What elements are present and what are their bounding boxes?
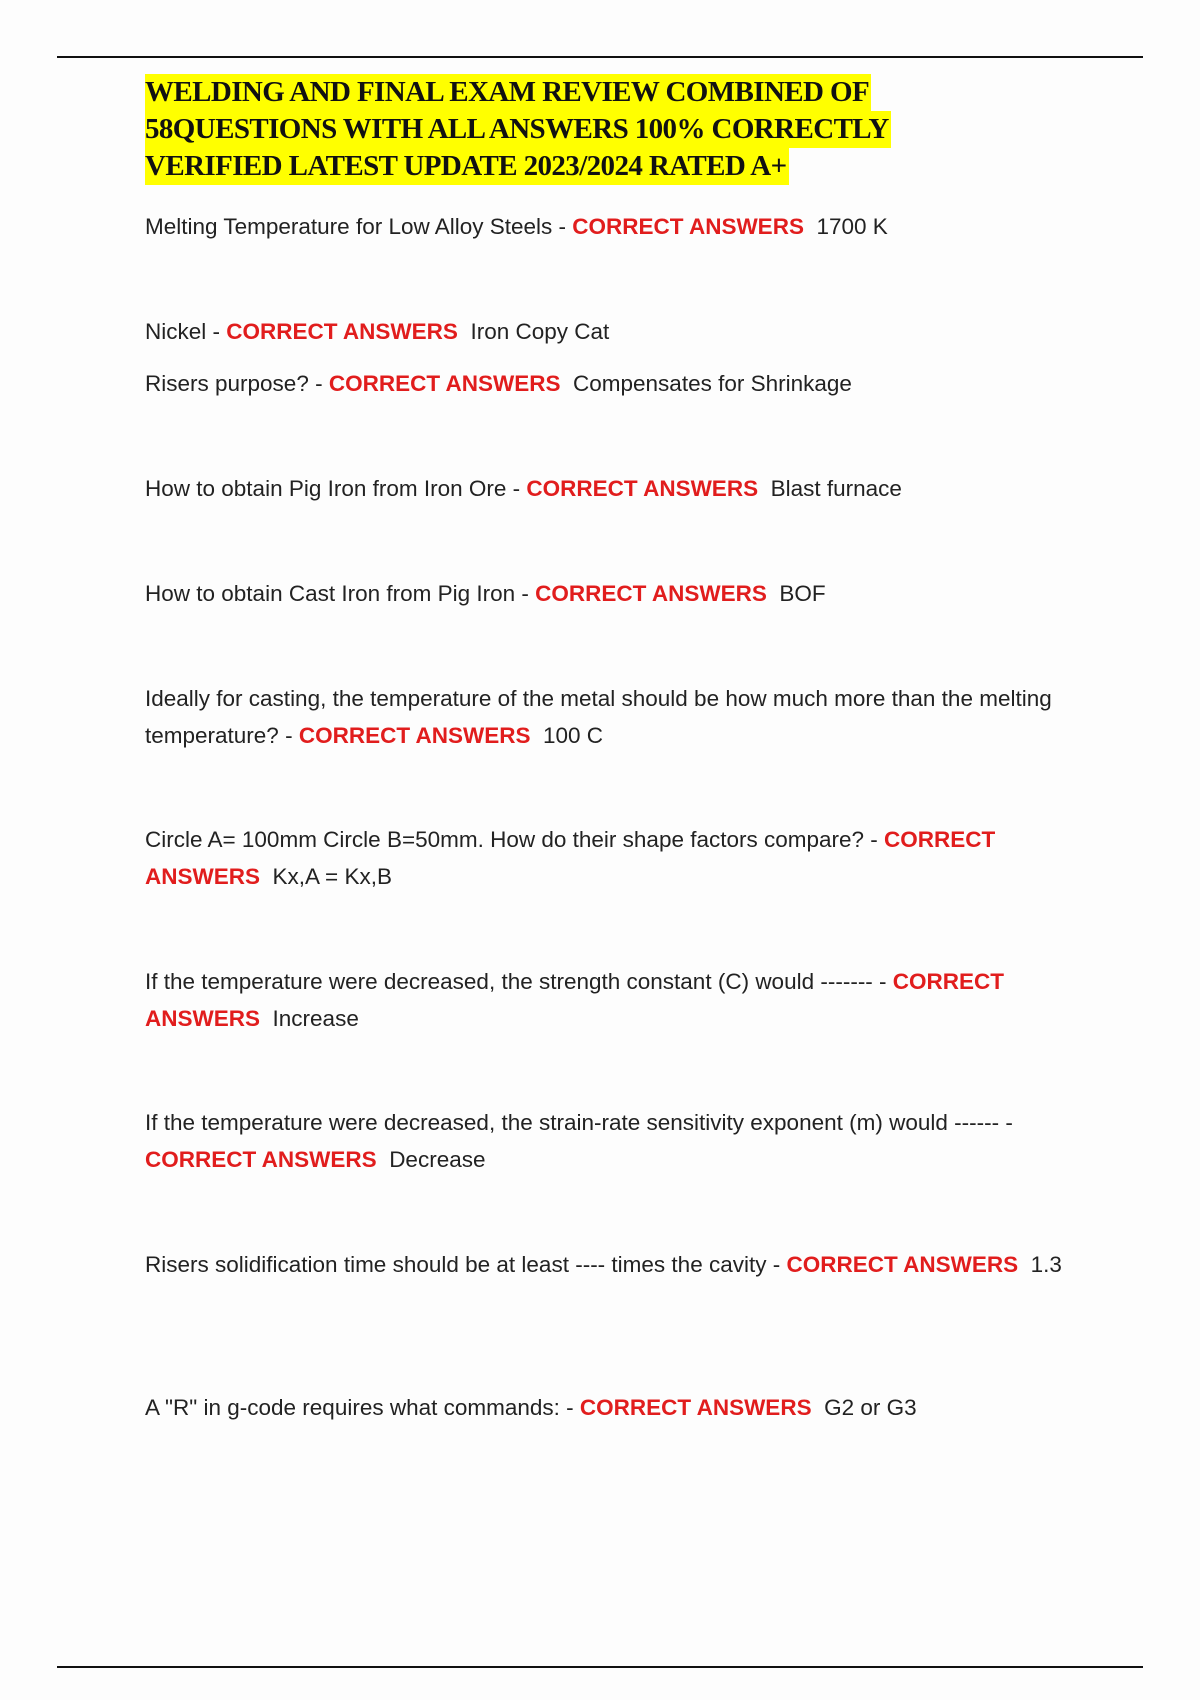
correct-answers-label: CORRECT ANSWERS — [226, 319, 458, 344]
answer-text: BOF — [779, 581, 826, 606]
question-text: Risers solidification time should be at least ---- times the cavity - — [145, 1252, 787, 1277]
title-line: 58QUESTIONS WITH ALL ANSWERS 100% CORRECTLY — [145, 111, 891, 148]
correct-answers-label: CORRECT ANSWERS — [786, 1252, 1019, 1277]
correct-answers-label: CORRECT ANSWERS — [145, 1147, 377, 1172]
answer-text: 100 C — [543, 723, 604, 748]
answer-text: Iron Copy Cat — [470, 319, 610, 344]
correct-answers-label: CORRECT ANSWERS — [535, 581, 767, 606]
correct-answers-label: CORRECT ANSWERS — [579, 1395, 812, 1420]
question-text: Ideally for casting, the temperature of the metal should be how much more than the melting temperature? - — [145, 686, 1052, 748]
correct-answers-label: CORRECT ANSWERS — [298, 723, 531, 748]
question-text: Circle A= 100mm Circle B=50mm. How do their shape factors compare? - — [145, 827, 885, 852]
qa-item — [145, 821, 1095, 895]
qa-item — [145, 1389, 1095, 1426]
question-text: Melting Temperature for Low Alloy Steels - — [145, 214, 573, 239]
answer-text: Blast furnace — [770, 476, 902, 501]
answer-text: Compensates for Shrinkage — [573, 371, 852, 396]
qa-item — [145, 1246, 1095, 1283]
answer-text: 1700 K — [816, 214, 888, 239]
qa-item — [145, 1104, 1095, 1178]
answer-text: Decrease — [389, 1147, 486, 1172]
qa-item — [145, 680, 1095, 754]
question-text: A "R" in g-code requires what commands: - — [145, 1395, 580, 1420]
question-text: How to obtain Cast Iron from Pig Iron - — [145, 581, 536, 606]
bottom-rule — [57, 1666, 1143, 1668]
correct-answers-label: CORRECT ANSWERS — [145, 969, 1005, 1031]
qa-item — [145, 575, 1095, 612]
qa-item — [145, 208, 1095, 245]
qa-item — [145, 470, 1095, 507]
question-text: How to obtain Pig Iron from Iron Ore - — [145, 476, 527, 501]
correct-answers-label: CORRECT ANSWERS — [145, 827, 996, 889]
correct-answers-label: CORRECT ANSWERS — [526, 476, 759, 501]
correct-answers-label: CORRECT ANSWERS — [328, 371, 561, 396]
answer-text: G2 or G3 — [824, 1395, 917, 1420]
question-text: If the temperature were decreased, the strain-rate sensitivity exponent (m) would ------ - — [145, 1110, 1013, 1135]
qa-item — [145, 365, 1095, 402]
question-text: If the temperature were decreased, the strength constant (C) would ------- - — [145, 969, 893, 994]
question-text: Risers purpose? - — [145, 371, 329, 396]
answer-text: Kx,A = Kx,B — [272, 864, 392, 889]
title-line: WELDING AND FINAL EXAM REVIEW COMBINED OF — [145, 74, 871, 111]
title-line: VERIFIED LATEST UPDATE 2023/2024 RATED A+ — [145, 148, 789, 185]
top-rule — [57, 56, 1143, 58]
answer-text: 1.3 — [1030, 1252, 1062, 1277]
correct-answers-label: CORRECT ANSWERS — [572, 214, 804, 239]
qa-item — [145, 313, 1095, 350]
document-title — [145, 74, 891, 185]
qa-item — [145, 963, 1095, 1037]
answer-text: Increase — [272, 1006, 359, 1031]
question-text: Nickel - — [145, 319, 227, 344]
